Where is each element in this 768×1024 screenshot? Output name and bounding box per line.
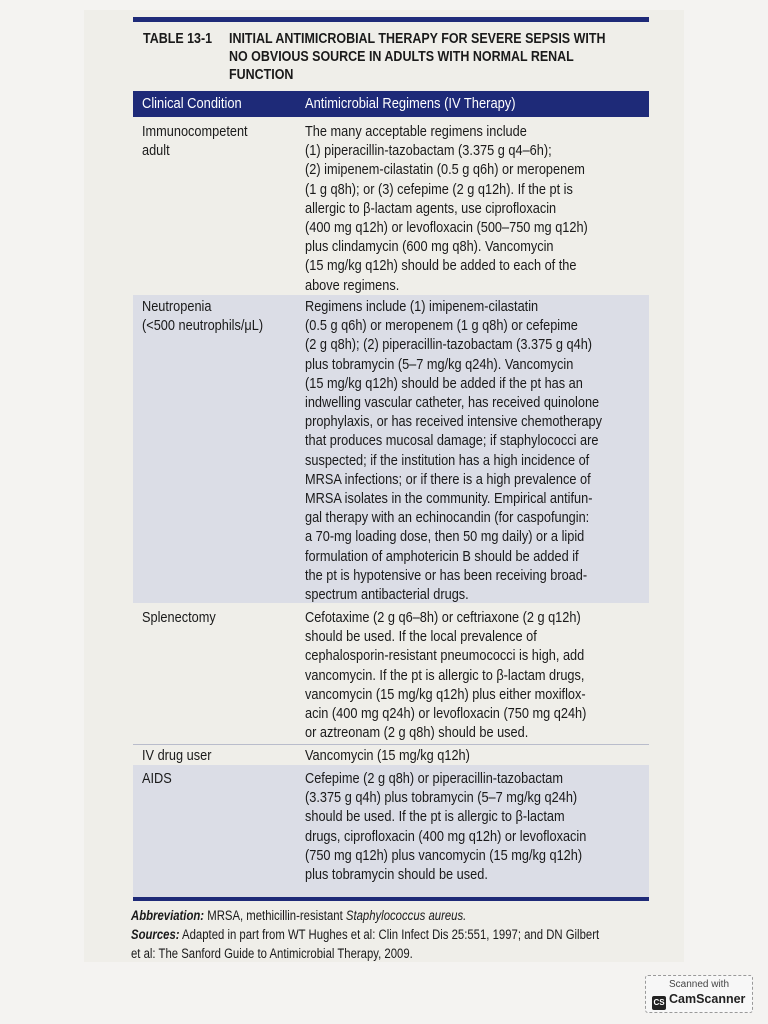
regimen-line: acin (400 mg q24h) or levofloxacin (750 mg q24h)	[305, 705, 587, 723]
camscanner-watermark	[645, 975, 753, 1013]
table-title-text	[229, 30, 605, 84]
column-header-regimens: Antimicrobial Regimens (IV Therapy)	[305, 95, 516, 112]
sources-note-continued	[131, 944, 413, 963]
regimen-line: above regimens.	[305, 276, 400, 294]
regimen-line: the pt is hypotensive or has been receiving broad-	[305, 566, 588, 584]
regimen-line: (15 mg/kg q12h) should be added if the pt has an	[305, 374, 583, 392]
regimen-line: should be used. If the pt is allergic to β-lactam	[305, 808, 565, 826]
condition-line: IV drug user	[142, 747, 212, 764]
sources-line-1: Adapted in part from WT Hughes et al: Clin Infect Dis 25:551, 1997; and DN Gilbert	[179, 927, 600, 942]
regimen-line: vancomycin (15 mg/kg q12h) plus either moxiflox-	[305, 685, 586, 703]
regimen-line: gal therapy with an echinocandin (for caspofungin:	[305, 509, 590, 527]
sources-line-2: et al: The Sanford Guide to Antimicrobial Therapy, 2009.	[131, 946, 413, 961]
regimen-line: (0.5 g q6h) or meropenem (1 g q8h) or cefepime	[305, 317, 578, 335]
regimen-line: indwelling vascular catheter, has received quinolone	[305, 394, 600, 412]
regimen-line: spectrum antibacterial drugs.	[305, 586, 469, 604]
table-row-splenectomy-condition	[142, 608, 216, 627]
regimen-line: cephalosporin-resistant pneumococci is high, add	[305, 647, 585, 665]
regimen-line: Cefotaxime (2 g q6–8h) or ceftriaxone (2 g q12h)	[305, 609, 581, 626]
regimen-line: (3.375 g q4h) plus tobramycin (5–7 mg/kg q24h)	[305, 789, 578, 807]
regimen-line: (2) imipenem-cilastatin (0.5 g q6h) or meropenem	[305, 161, 585, 179]
watermark-caption: Scanned with	[668, 979, 730, 990]
regimen-line: MRSA isolates in the community. Empirical antifun-	[305, 490, 593, 508]
regimen-line: suspected; if the institution has a high incidence of	[305, 451, 590, 469]
condition-line: Neutropenia	[142, 298, 212, 315]
regimen-line: should be used. If the local prevalence of	[305, 628, 537, 646]
regimen-line: (400 mg q12h) or levofloxacin (500–750 mg q12h)	[305, 219, 588, 237]
sources-note	[131, 925, 599, 944]
regimen-line: Vancomycin (15 mg/kg q12h)	[305, 747, 470, 764]
table-row-splenectomy-regimen	[305, 608, 586, 742]
title-line: INITIAL ANTIMICROBIAL THERAPY FOR SEVERE SEPSIS WITH	[229, 31, 606, 47]
abbreviation-label: Abbreviation:	[131, 908, 205, 923]
table-row-immunocompetent-condition	[142, 122, 248, 160]
regimen-line: (2 g q8h); (2) piperacillin-tazobactam (3.375 g q4h)	[305, 336, 593, 354]
table-top-rule	[133, 17, 649, 22]
table-header	[133, 91, 649, 117]
condition-line: (<500 neutrophils/μL)	[142, 317, 264, 335]
regimen-line: a 70-mg loading dose, then 50 mg daily) or a lipid	[305, 528, 585, 546]
regimen-line: prophylaxis, or has received intensive chemotherapy	[305, 413, 602, 431]
abbreviation-text: MRSA, methicillin-resistant	[204, 908, 346, 923]
abbreviation-note	[131, 906, 466, 925]
title-line: FUNCTION	[229, 67, 294, 83]
regimen-line: drugs, ciprofloxacin (400 mg q12h) or levofloxacin	[305, 827, 587, 845]
regimen-line: formulation of amphotericin B should be added if	[305, 547, 579, 565]
table-row-iv-drug-user-condition	[142, 746, 211, 765]
regimen-line: Cefepime (2 g q8h) or piperacillin-tazobactam	[305, 770, 563, 787]
condition-line: AIDS	[142, 770, 172, 787]
regimen-line: plus clindamycin (600 mg q8h). Vancomycin	[305, 238, 554, 256]
abbreviation-species: Staphylococcus aureus.	[345, 908, 467, 923]
condition-line: adult	[142, 142, 170, 160]
table-row-aids-regimen	[305, 769, 586, 884]
watermark-brand-name: CamScanner	[669, 992, 746, 1006]
table-row-neutropenia-regimen	[305, 297, 602, 604]
table-row-immunocompetent-regimen	[305, 122, 588, 295]
regimen-line: (750 mg q12h) plus vancomycin (15 mg/kg q12h)	[305, 846, 583, 864]
regimen-line: MRSA infections; or if there is a high prevalence of	[305, 470, 591, 488]
regimen-line: that produces mucosal damage; if staphylococci are	[305, 432, 599, 450]
regimen-line: vancomycin. If the pt is allergic to β-lactam drugs,	[305, 666, 585, 684]
table-row-neutropenia-condition	[142, 297, 263, 335]
regimen-line: Regimens include (1) imipenem-cilastatin	[305, 298, 539, 315]
row-separator	[133, 744, 649, 745]
column-header-condition: Clinical Condition	[142, 95, 242, 112]
regimen-line: allergic to β-lactam agents, use ciprofloxacin	[305, 199, 557, 217]
camscanner-logo-icon: CS	[652, 996, 666, 1010]
regimen-line: The many acceptable regimens include	[305, 123, 527, 140]
regimen-line: (15 mg/kg q12h) should be added to each of the	[305, 257, 577, 275]
table-title	[143, 30, 606, 84]
sources-label: Sources:	[131, 927, 180, 942]
table-bottom-rule	[133, 897, 649, 901]
watermark-brand	[652, 992, 745, 1010]
table-row-aids-condition	[142, 769, 172, 788]
table-row-iv-drug-user-regimen	[305, 746, 470, 765]
regimen-line: or aztreonam (2 g q8h) should be used.	[305, 724, 529, 742]
regimen-line: plus tobramycin should be used.	[305, 866, 488, 884]
regimen-line: plus tobramycin (5–7 mg/kg q24h). Vancomycin	[305, 355, 574, 373]
title-line: NO OBVIOUS SOURCE IN ADULTS WITH NORMAL RENAL	[229, 49, 574, 65]
regimen-line: (1 g q8h); or (3) cefepime (2 g q12h). If the pt is	[305, 180, 573, 198]
condition-line: Immunocompetent	[142, 123, 248, 140]
table-number: TABLE 13-1	[143, 31, 213, 47]
condition-line: Splenectomy	[142, 609, 216, 626]
regimen-line: (1) piperacillin-tazobactam (3.375 g q4–6h);	[305, 142, 552, 160]
